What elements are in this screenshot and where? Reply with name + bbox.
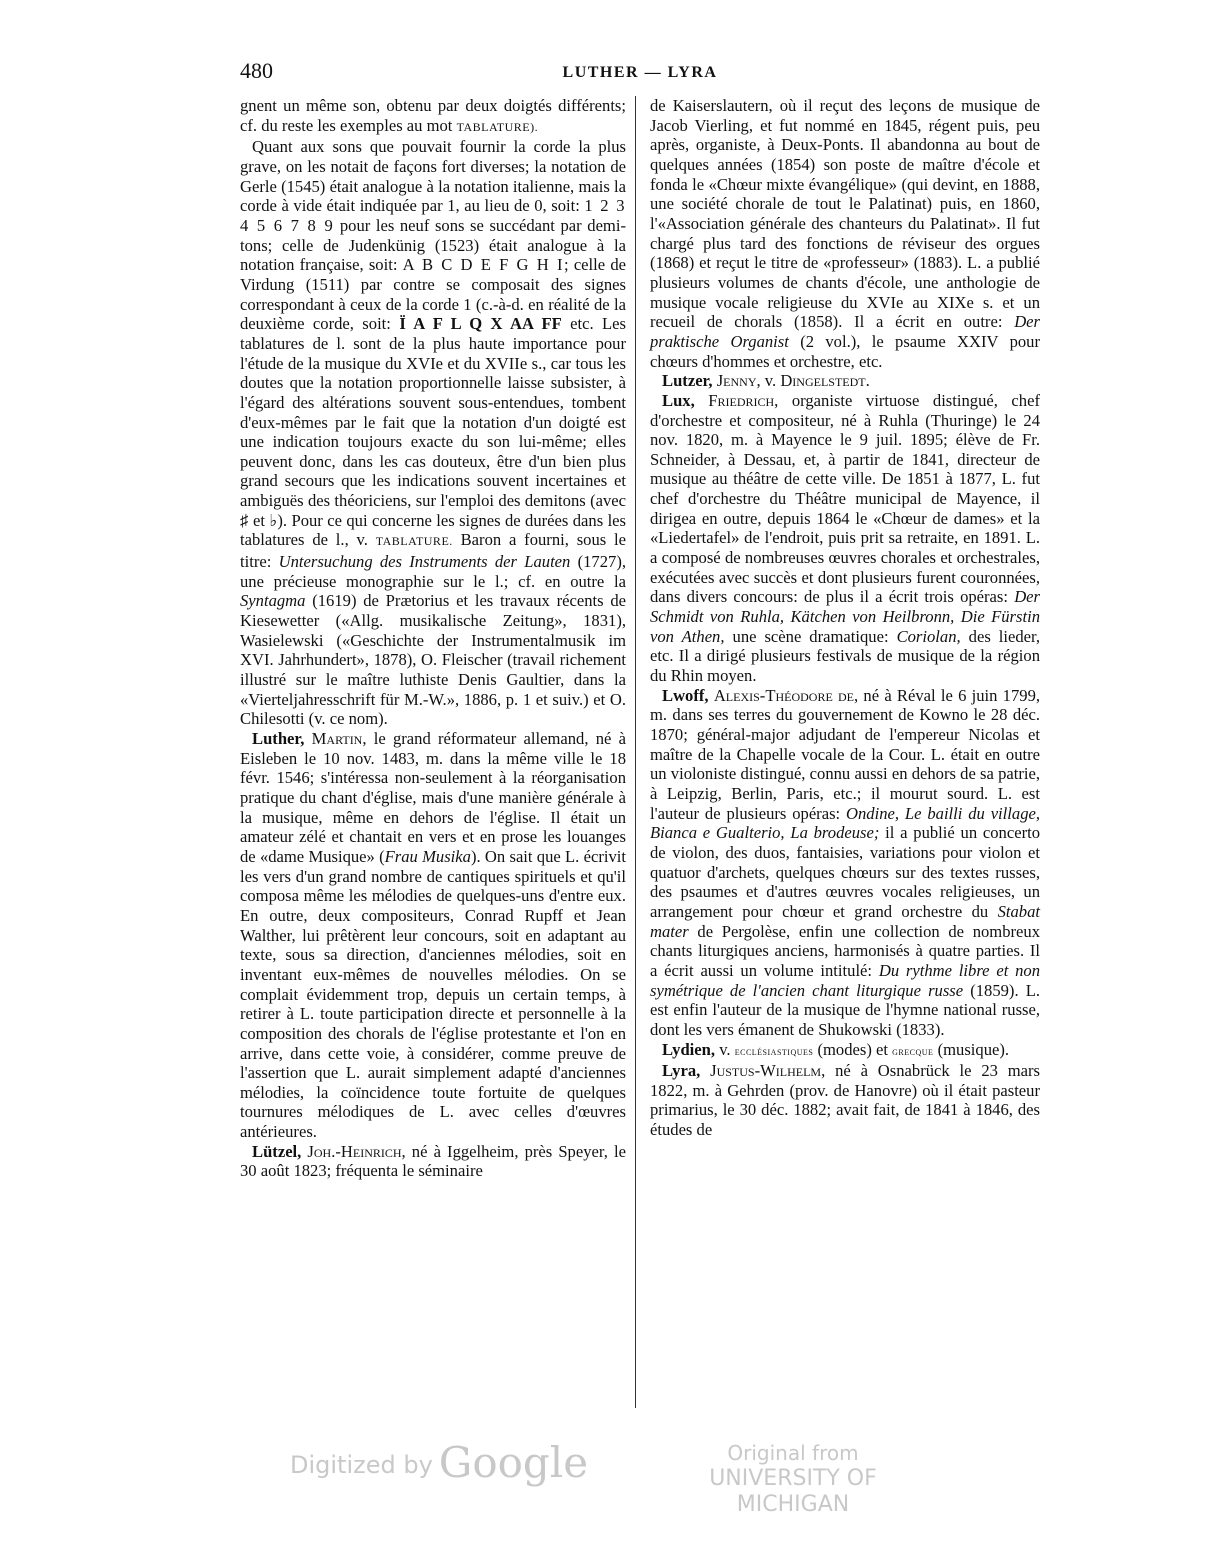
headword-name: Jenny, [716, 371, 761, 391]
watermark-prefix: Digitized by [290, 1451, 433, 1479]
running-head: LUTHER — LYRA [562, 64, 718, 81]
text: pour les neuf sons se succédant par demi-tons; celle de Judenkünig (1523) était analogue à la notation française, soit: [240, 215, 626, 275]
text: v. [764, 371, 777, 391]
paragraph-tablature-notation [240, 137, 626, 729]
entry-lutzer [650, 371, 1040, 391]
work-title: Der Schmidt von Ruhla, Kätchen von Heilbronn, Die Fürstin von Athen, [650, 587, 1041, 646]
headword: Lwoff, [662, 685, 709, 705]
text: né à Osnabrück le 23 mars 1822, m. à Gehrden (prov. de Hanovre) où il était pasteur primarius, le 30 déc. 1882; avait fait, de 1841 à 1846, des études de [650, 1061, 1040, 1140]
headword: Luther, [252, 729, 305, 748]
text: de Pergolèse, enfin une collection de nombreux chants liturgiques anciens, harmonisés à quatre parties. Il a écrit aussi un volume intitulé: [650, 921, 1041, 980]
cross-reference: TABLATURE). [456, 119, 539, 134]
tablature-letters: A B C D E F G H I [402, 255, 564, 275]
text: il a publié un concerto de violon, des duos, fantaisies, variations pour violon et quatuor d'archets, quelques chœurs sur des textes russes, des psaumes et d'autres œuvres vocales religieuses, un arrangement pour chœur et grand orchestre du [650, 823, 1041, 921]
text: ). On sait que L. écrivit les vers d'un grand nombre de cantiques spirituels et qu'il composa même les mélodies de quelques-uns d'entre eux. En outre, deux compositeurs, Conrad Rupff et Jean Walther, lui prêtèrent leur concours, soit en adaptant au texte, sous sa direction, d'anciennes mélodies, soit en inventant eux-mêmes de nouvelles mélodies. On se complait évidemment trop, depuis un certain temps, à retirer à L. toute participation directe et personnelle à la composition des chorals de l'église protestante et l'on en arrive, dans cette voie, à considérer, comme preuve de l'assertion que L. aurait simplement adapté d'anciennes mélodies, la coïncidence toute fortuite de quelques tournures mélodiques de L. avec celles d'œuvres antérieures. [240, 846, 626, 1142]
headword-name: Alexis-Théodore de, [713, 685, 859, 705]
text: le grand réformateur allemand, né à Eisleben le 10 nov. 1483, m. dans la même ville le 18 févr. 1546; s'intéressa non-seulement à la réorganisation pratique du chant d'église, mais d'une manière générale à la musique, même en dehors de l'église. Il était un amateur zélé et chantait en vers et en prose les louanges de «dame Musique» ( [240, 729, 627, 866]
entry-lyra [650, 1061, 1040, 1140]
headword: Lyra, [662, 1061, 701, 1081]
entry-lutzel-continued [650, 96, 1040, 371]
headword: Lutzer, [662, 371, 713, 391]
entry-lux [650, 391, 1040, 686]
text: Baron a fourni, sous le titre: [240, 530, 626, 572]
cross-reference: ecclésiastiques [734, 1043, 814, 1058]
text: une scène dramatique: [732, 626, 889, 646]
work-title: Untersuchung des Instruments der Lauten [278, 552, 571, 572]
text: organiste virtuose distingué, chef d'orchestre et compositeur, né à Ruhla (Thuringe) le 24 nov. 1820, m. à Mayence le 9 juil. 1895; élève de Fr. Schneider, à Dessau, et, à partir de 1841, directeur de musique au théâtre de cette ville. De 1851 à 1877, L. fut chef d'orchestre du Théâtre municipal de Mayence, il dirigea en outre, depuis 1864 le «Chœur de dames» et la «Liedertafel» de l'endroit, puis prit sa retraite, en 1891. L. a composé de nombreuses œuvres chorales et orchestrales, exécutées avec succès et dont plusieurs furent couronnées, dans divers concours: de plus il a écrit trois opéras: [650, 390, 1040, 607]
text: né à Réval le 6 juin 1799, m. dans ses terres du gouvernement de Kowno le 28 déc. 1870; général-major adjudant de l'empereur Nicolas et maître de la Chapelle vocale de la Cour. L. était en outre un violoniste distingué, connu aussi en dehors de sa patrie, à Leipzig, Berlin, Paris, etc.; il mourut sourd. L. est l'auteur de plusieurs opéras: [650, 685, 1041, 823]
text: (1619) de Prætorius et les travaux récents de Kiesewetter («Allg. musikalische Zeitung», 1831), Wasielewski («Geschichte der Instrumentalmusik im XVI. Jahrhundert», 1878), O. Fleischer (travail richement illustré sur le maître luthiste Denis Gaultier, dans la «Vierteljahresschrift für M.-W.», 1886, p. 1 et suiv.) et O. Chilesotti (v. ce nom). [240, 591, 626, 729]
text: (1727), une précieuse monographie sur le l.; cf. en outre la [240, 552, 626, 591]
work-title: Ondine, Le bailli du village, Bianca e Gualterio, La brodeuse; [650, 803, 1041, 843]
text: de Kaiserslautern, où il reçut des leçons de musique de Jacob Vierling, et fut nommé en 1845, régent puis, peu après, organiste, à Deux-Ponts. Il abandonna au bout de quelques années (1854) son poste de maître d'école et fonda le «Chœur mixte évangélique» (qui devint, en 1888, une société chorale de tout le Palatinat) puis, en 1860, l'«Association générale des chanteurs du Palatinat». Il fut chargé plus tard des fonctions de réviseur des orgues (1868) et reçut le titre de «professeur» (1883). L. a publié plusieurs volumes de chants d'école, une anthologie de musique vocale religieuse du XVIe au XIXe s. et un recueil de chorals (1858). Il a écrit en outre: [650, 96, 1040, 332]
text: Quant aux sons que pouvait fournir la corde la plus grave, on les notait de façons fort diverses; la notation de Gerle (1545) était analogue à la notation italienne, mais la corde à vide était indiquée par 1, au lieu de 0, soit: [240, 137, 626, 216]
tablature-numbers: 1 2 3 4 5 6 7 8 9 [240, 196, 626, 235]
headword-name: Joh.-Heinrich, [307, 1141, 406, 1161]
work-title: Stabat mater [650, 901, 1040, 941]
text: (musique). [937, 1039, 1010, 1059]
cross-reference: grecque [892, 1043, 934, 1058]
work-title: Frau Musika [384, 846, 471, 866]
text: des lieder, etc. Il a dirigé plusieurs festivals de musique de la région du Rhin moyen. [650, 626, 1041, 686]
watermark-original [668, 1440, 918, 1518]
watermark-brand: Google [438, 1438, 589, 1487]
headword-name: Martin, [311, 729, 367, 748]
headword: Lydien, [662, 1039, 716, 1059]
work-title: Der praktische Organist [650, 312, 1040, 351]
cross-reference: Dingelstedt. [780, 371, 870, 391]
watermark-line: UNIVERSITY OF MICHIGAN [709, 1466, 877, 1517]
column-divider [635, 96, 636, 1408]
work-title: Syntagma [240, 591, 306, 611]
text: gnent un même son, obtenu par deux doigtés différents; cf. du reste les exemples au mot [240, 96, 626, 135]
text: v. [719, 1039, 731, 1059]
entry-lydien [650, 1040, 1040, 1062]
right-column [650, 96, 1040, 1140]
work-title: Du rythme libre et non symétrique de l'ancien chant liturgique russe [650, 960, 1040, 1000]
left-column [240, 96, 626, 1181]
headword-name: Friedrich, [708, 390, 779, 410]
headword: Lützel, [252, 1141, 302, 1161]
paragraph-continuation [240, 96, 626, 137]
text: etc. Les tablatures de l. sont de la plus haute importance pour l'étude de la musique du XVIe et du XVIIe s., car tous les doutes que la notation proportionnelle laisse subsister, à l'égard des altérations souvent sous-entendues, tombent d'eux-mêmes par le fait que la notation d'un doigté est une indication toujours exacte du son lui-même; elles peuvent donc, dans les cas douteux, être d'un bien plus grand secours que les indications souvent incertaines et ambiguës des théoriciens, sur l'emploi des demitons (avec ♯ et ♭). Pour ce qui concerne les signes de durées dans les tablatures de l., v. [240, 314, 626, 550]
headword: Lux, [662, 390, 695, 410]
text: (2 vol.), le psaume XXIV pour chœurs d'hommes et orchestre, etc. [650, 331, 1040, 371]
work-title: Coriolan, [896, 626, 961, 646]
entry-luther [240, 729, 626, 1142]
tablature-signs: Ï A F L Q X AA FF [399, 314, 562, 334]
cross-reference: TABLATURE. [375, 534, 453, 549]
page-number: 480 [240, 58, 273, 83]
text: (1859). L. est enfin l'auteur de la musique de l'hymne national russe, dont les vers émanent de Shukowski (1833). [650, 980, 1040, 1039]
watermark-digitized [290, 1438, 588, 1487]
entry-lwoff [650, 686, 1040, 1040]
text: (modes) et [817, 1039, 888, 1059]
watermark-line: Original from [727, 1441, 859, 1465]
text: né à Iggelheim, près Speyer, le 30 août 1823; fréquenta le séminaire [240, 1141, 626, 1181]
entry-lutzel [240, 1142, 626, 1181]
headword-name: Justus-Wilhelm, [710, 1061, 826, 1081]
text: ; celle de Virdung (1511) par contre se composait des signes correspondant à ceux de la corde 1 (c.-à-d. en réalité de la deuxième corde, soit: [240, 255, 627, 334]
